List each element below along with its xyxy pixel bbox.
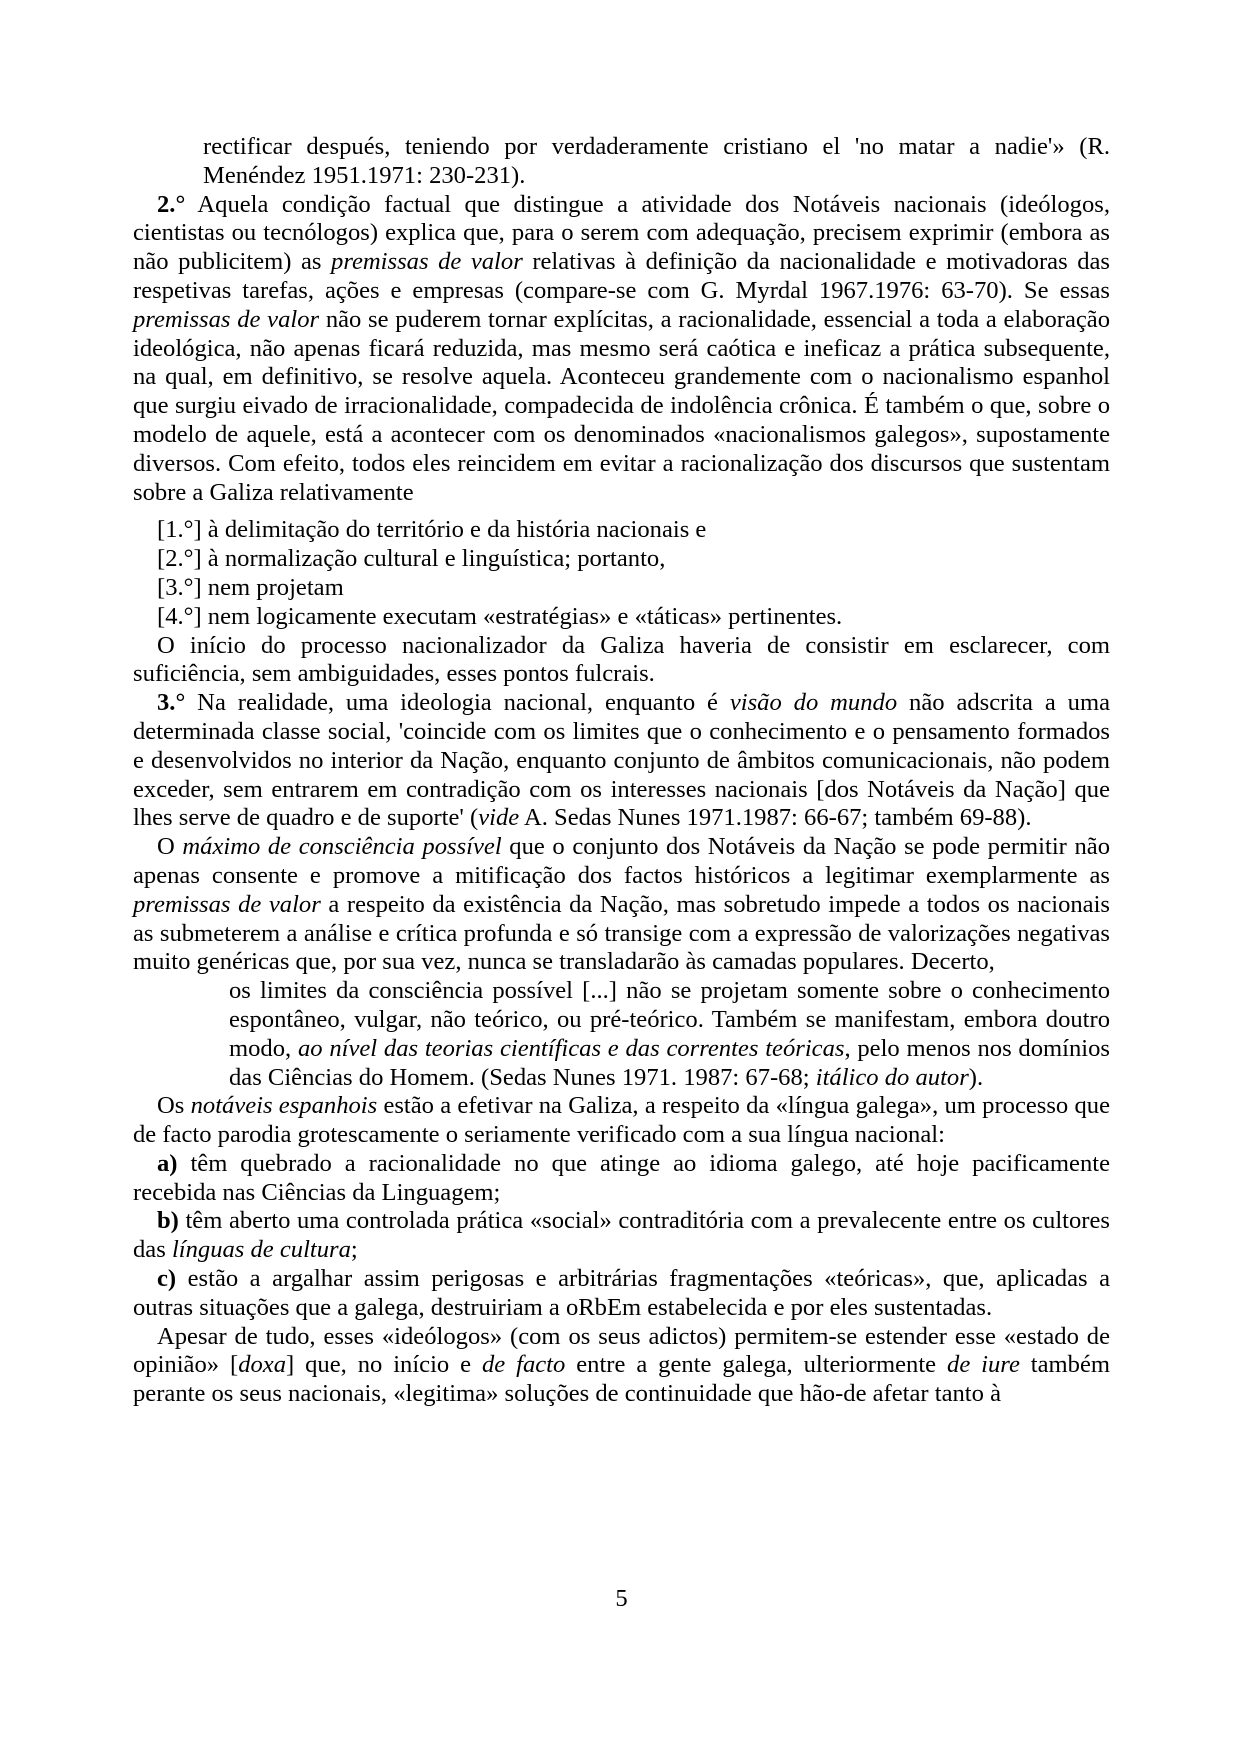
italic-run: doxa	[238, 1351, 286, 1379]
block-quote	[203, 133, 1110, 191]
text-run: têm quebrado a racionalidade no que atinge ao idioma galego, até hoje pacificamente recebida nas Ciências da Linguagem;	[133, 1149, 1110, 1206]
text-run: [4.°] nem logicamente executam «estratégias» e «táticas» pertinentes.	[157, 602, 843, 630]
list-item	[133, 545, 1110, 574]
italic-run: máximo de consciência possível	[182, 833, 502, 861]
text-run: que o conjunto dos Notáveis da Nação se pode permitir não apenas consente e promove a mitificação dos factos históricos a legitimar exemplarmente as	[133, 833, 1110, 889]
italic-run: premissas de valor	[133, 890, 321, 918]
italic-run: de facto	[482, 1351, 566, 1379]
text-run: O início do processo nacionalizador da Galiza haveria de consistir em esclarecer, com suficiência, sem ambiguidades, esses pontos fulcrais.	[133, 631, 1110, 688]
italic-run: premissas de valor	[133, 305, 320, 333]
text-run: têm aberto uma controlada prática «social» contraditória com a prevalecente entre os cultores das	[133, 1207, 1110, 1264]
paragraph	[133, 1092, 1110, 1150]
text-run: relativas à definição da nacionalidade e motivadoras das respetivas tarefas, ações e empresas (compare-se com G. Myrdal 1967.1976: 63-70). Se essas	[133, 248, 1110, 304]
text-run: A. Sedas Nunes 1971.1987: 66-67; também 69-88).	[519, 804, 1032, 832]
paragraph	[133, 191, 1110, 508]
block-quote	[229, 977, 1110, 1092]
text-run: a respeito da existência da Nação, mas sobretudo impede a todos os nacionais as submeterem a análise e crítica profunda e só transige com a expressão de valorizações negativas muito genéricas que, por sua vez, nunca se transladarão às camadas populares. Decerto,	[133, 890, 1110, 976]
italic-run: línguas de cultura	[171, 1236, 351, 1264]
text-run: entre a gente galega, ulteriormente	[565, 1351, 948, 1379]
text-run: [2.°] à normalização cultural e linguística; portanto,	[157, 545, 666, 573]
text-run: os limites da consciência possível [...] não se projetam somente sobre o conhecimento espontâneo, vulgar, não teórico, ou pré-teórico. Também se manifestam, embora doutro modo,	[229, 977, 1110, 1062]
bold-run: c)	[157, 1265, 177, 1293]
text-run: estão a argalhar assim perigosas e arbitrárias fragmentações «teóricas», que, aplicadas a outras situações que a galega, destruiriam a oRbEm estabelecida e por eles sustentadas.	[133, 1265, 1110, 1321]
italic-run: vide	[478, 804, 520, 832]
text-run: Na realidade, uma ideologia nacional, enquanto é	[185, 689, 730, 717]
italic-run: visão do mundo	[729, 689, 898, 717]
text-run: ).	[968, 1063, 984, 1091]
text-run: não adscrita a uma determinada classe social, 'coincide com os limites que o conhecimento e o pensamento formados e desenvolvidos no interior da Nação, enquanto conjunto de âmbitos comunicacionais, não podem exceder, sem entrarem em contradição com os interesses nacionais [dos Notáveis da Nação] que lhes serve de quadro e de suporte' (	[133, 689, 1110, 832]
bold-run: b)	[157, 1207, 179, 1235]
bold-run: 3.°	[157, 689, 186, 717]
paragraph	[133, 1265, 1110, 1323]
list-item	[133, 574, 1110, 603]
page-content	[133, 133, 1110, 1409]
text-run: também perante os seus nacionais, «legitima» soluções de continuidade que hão-de afetar tanto à	[133, 1351, 1111, 1408]
italic-run: de iure	[947, 1351, 1020, 1379]
text-run: ] que, no início e	[286, 1351, 482, 1379]
text-run: [1.°] à delimitação do território e da história nacionais e	[157, 516, 707, 544]
text-run: Os	[157, 1092, 191, 1120]
text-run: O	[157, 833, 183, 861]
list-item	[133, 603, 1110, 632]
paragraph	[133, 833, 1110, 977]
paragraph	[133, 632, 1110, 690]
text-run: , pelo menos nos domínios das Ciências do Homem. (Sedas Nunes 1971. 1987: 67-68;	[229, 1034, 1110, 1091]
text-run: estão a efetivar na Galiza, a respeito da «língua galega», um processo que de facto parodia grotescamente o seriamente verificado com a sua língua nacional:	[133, 1092, 1110, 1149]
italic-run: premissas de valor	[331, 248, 523, 276]
text-run: [3.°] nem projetam	[157, 573, 344, 601]
list-item	[133, 516, 1110, 545]
text-run: Apesar de tudo, esses «ideólogos» (com os seus adictos) permitem-se estender esse «estado de opinião» [	[133, 1322, 1110, 1379]
bold-run: 2.°	[157, 190, 186, 218]
paragraph	[133, 1150, 1110, 1208]
paragraph	[133, 689, 1110, 833]
text-run: Aquela condição factual que distingue a atividade dos Notáveis nacionais (ideólogos, cientistas ou tecnólogos) explica que, para o serem com adequação, precisem exprimir (embora as não publicitem) as	[133, 190, 1110, 276]
text-run: ;	[350, 1236, 358, 1264]
text-run: não se puderem tornar explícitas, a racionalidade, essencial a toda a elaboração ideológica, não apenas ficará reduzida, mas mesmo será caótica e ineficaz a prática subsequente, na qual, em definitivo, se resolve aquela. Aconteceu grandemente com o nacionalismo espanhol que surgiu eivado de irracionalidade, compadecida de indolência crônica. É também o que, sobre o modelo de aquele, está a acontecer com os denominados «nacionalismos galegos», supostamente diversos. Com efeito, todos eles reincidem em evitar a racionalização dos discursos que sustentam sobre a Galiza relativamente	[133, 305, 1110, 506]
numbered-list	[133, 516, 1110, 631]
paragraph	[133, 1207, 1110, 1265]
italic-run: itálico do autor	[815, 1063, 969, 1091]
paragraph	[133, 1323, 1110, 1409]
italic-run: ao nível das teorias científicas e das correntes teóricas	[297, 1034, 845, 1062]
italic-run: notáveis espanhois	[190, 1092, 378, 1120]
bold-run: a)	[157, 1149, 178, 1177]
text-run: rectificar después, teniendo por verdaderamente cristiano el 'no matar a nadie'» (R. Menéndez 1951.1971: 230-231).	[203, 133, 1110, 189]
page-number: 5	[615, 1585, 628, 1612]
